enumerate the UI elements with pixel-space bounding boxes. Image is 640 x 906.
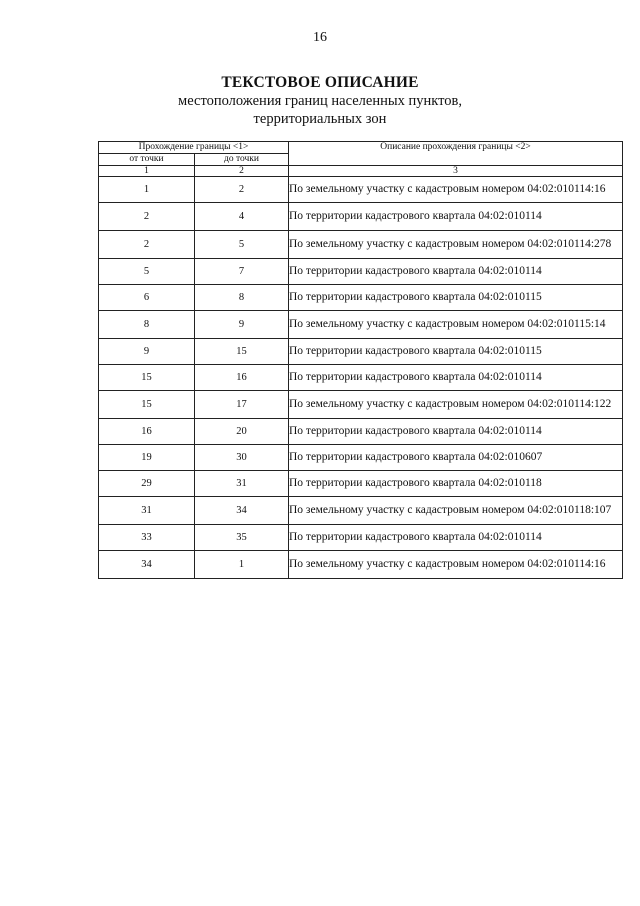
header-col-number-2: 2 bbox=[195, 166, 289, 177]
row-to-point: 8 bbox=[195, 285, 289, 311]
row-description bbox=[289, 339, 623, 365]
header-boundary-passage: Прохождение границы <1> bbox=[99, 142, 289, 154]
row-from-point: 9 bbox=[99, 339, 195, 365]
row-description-text: По территории кадастрового квартала 04:02:010114 bbox=[289, 210, 542, 222]
row-description-text: По земельному участку с кадастровым номером 04:02:010114:122 bbox=[289, 398, 612, 410]
row-description bbox=[289, 365, 623, 391]
row-description bbox=[289, 497, 623, 525]
table-row bbox=[99, 525, 623, 551]
table-row bbox=[99, 203, 623, 231]
row-to-point: 1 bbox=[195, 551, 289, 579]
row-description-text: По земельному участку с кадастровым номером 04:02:010114:16 bbox=[289, 183, 606, 195]
row-from-point: 19 bbox=[99, 445, 195, 471]
row-to-point: 17 bbox=[195, 391, 289, 419]
row-description bbox=[289, 259, 623, 285]
page-number: 16 bbox=[313, 30, 327, 45]
row-from-point: 31 bbox=[99, 497, 195, 525]
row-description-text: По земельному участку с кадастровым номером 04:02:010118:107 bbox=[289, 504, 612, 516]
row-description-text: По территории кадастрового квартала 04:02:010118 bbox=[289, 477, 542, 489]
row-from-point: 15 bbox=[99, 365, 195, 391]
row-description bbox=[289, 419, 623, 445]
row-from-point: 2 bbox=[99, 231, 195, 259]
row-to-point: 35 bbox=[195, 525, 289, 551]
row-from-point: 5 bbox=[99, 259, 195, 285]
row-description bbox=[289, 471, 623, 497]
row-to-point: 16 bbox=[195, 365, 289, 391]
row-from-point: 15 bbox=[99, 391, 195, 419]
header-description: Описание прохождения границы <2> bbox=[289, 142, 623, 166]
boundary-table bbox=[98, 141, 623, 579]
row-description bbox=[289, 445, 623, 471]
row-from-point: 1 bbox=[99, 177, 195, 203]
row-description-text: По земельному участку с кадастровым номером 04:02:010114:278 bbox=[289, 238, 612, 250]
header-from-point: от точки bbox=[99, 154, 195, 166]
row-description bbox=[289, 551, 623, 579]
table-row bbox=[99, 259, 623, 285]
table-row bbox=[99, 339, 623, 365]
row-to-point: 7 bbox=[195, 259, 289, 285]
title-block bbox=[0, 74, 640, 128]
table-row bbox=[99, 231, 623, 259]
row-description bbox=[289, 391, 623, 419]
header-to-point: до точки bbox=[195, 154, 289, 166]
document-title: ТЕКСТОВОЕ ОПИСАНИЕ bbox=[221, 74, 419, 91]
row-description bbox=[289, 177, 623, 203]
table-row bbox=[99, 445, 623, 471]
header-col-number-3: 3 bbox=[289, 166, 623, 177]
row-description-text: По территории кадастрового квартала 04:02:010114 bbox=[289, 371, 542, 383]
row-from-point: 2 bbox=[99, 203, 195, 231]
table-row bbox=[99, 551, 623, 579]
table-row bbox=[99, 177, 623, 203]
row-description-text: По территории кадастрового квартала 04:02:010114 bbox=[289, 265, 542, 277]
document-subtitle-line-1: местоположения границ населенных пунктов, bbox=[178, 93, 462, 109]
row-from-point: 16 bbox=[99, 419, 195, 445]
row-to-point: 20 bbox=[195, 419, 289, 445]
row-description-text: По земельному участку с кадастровым номером 04:02:010114:16 bbox=[289, 558, 606, 570]
table-row bbox=[99, 497, 623, 525]
table-row bbox=[99, 391, 623, 419]
row-to-point: 34 bbox=[195, 497, 289, 525]
row-description-text: По земельному участку с кадастровым номером 04:02:010115:14 bbox=[289, 318, 606, 330]
row-to-point: 2 bbox=[195, 177, 289, 203]
row-from-point: 34 bbox=[99, 551, 195, 579]
row-description bbox=[289, 285, 623, 311]
row-to-point: 4 bbox=[195, 203, 289, 231]
table-row bbox=[99, 285, 623, 311]
row-to-point: 30 bbox=[195, 445, 289, 471]
row-description bbox=[289, 231, 623, 259]
row-to-point: 5 bbox=[195, 231, 289, 259]
row-from-point: 33 bbox=[99, 525, 195, 551]
header-col-number-1: 1 bbox=[99, 166, 195, 177]
row-to-point: 9 bbox=[195, 311, 289, 339]
table-row bbox=[99, 311, 623, 339]
row-description-text: По территории кадастрового квартала 04:02:010114 bbox=[289, 531, 542, 543]
document-subtitle-line-2: территориальных зон bbox=[253, 111, 387, 127]
table-row bbox=[99, 365, 623, 391]
row-description-text: По территории кадастрового квартала 04:02:010115 bbox=[289, 291, 542, 303]
row-description bbox=[289, 525, 623, 551]
row-to-point: 31 bbox=[195, 471, 289, 497]
row-description-text: По территории кадастрового квартала 04:02:010114 bbox=[289, 425, 542, 437]
table-row bbox=[99, 419, 623, 445]
row-description-text: По территории кадастрового квартала 04:02:010607 bbox=[289, 451, 543, 463]
row-from-point: 6 bbox=[99, 285, 195, 311]
row-from-point: 8 bbox=[99, 311, 195, 339]
row-from-point: 29 bbox=[99, 471, 195, 497]
row-to-point: 15 bbox=[195, 339, 289, 365]
row-description-text: По территории кадастрового квартала 04:02:010115 bbox=[289, 345, 542, 357]
row-description bbox=[289, 311, 623, 339]
table-row bbox=[99, 471, 623, 497]
row-description bbox=[289, 203, 623, 231]
